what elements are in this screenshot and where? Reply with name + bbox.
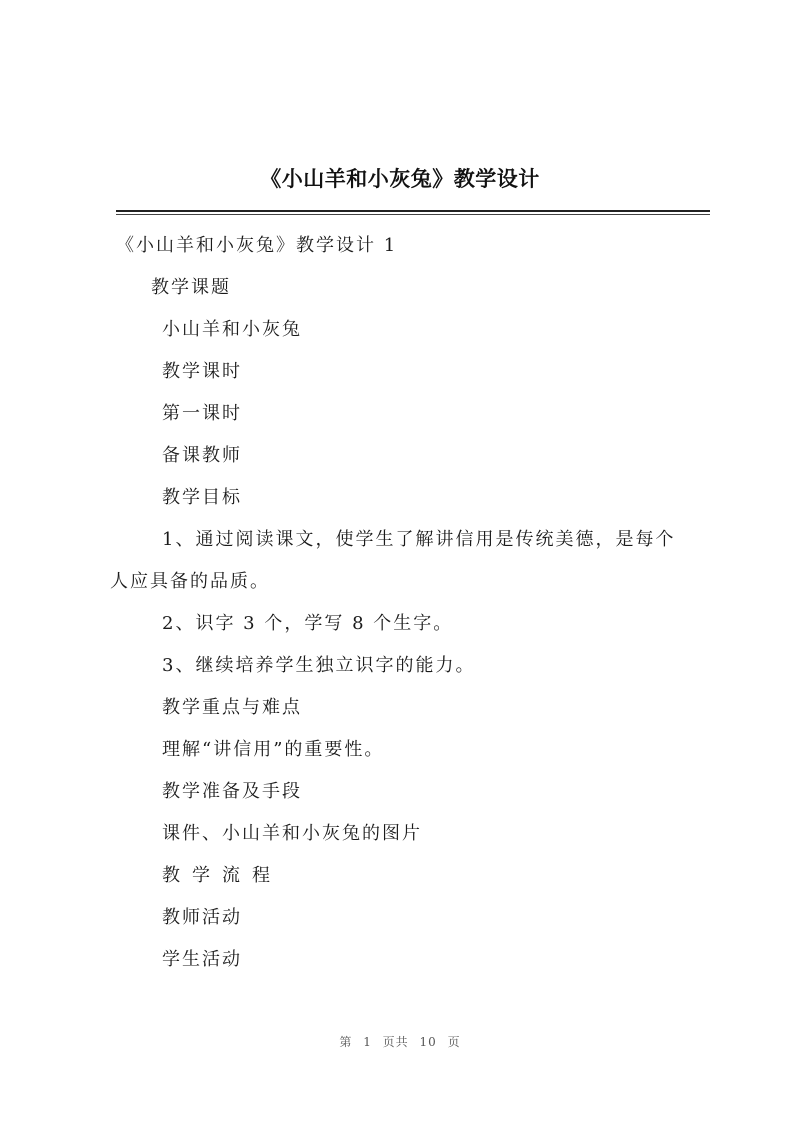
label-objectives: 教学目标 (162, 487, 242, 508)
label-teacher-activity: 教师活动 (162, 907, 242, 928)
label-key-points: 教学重点与难点 (162, 697, 302, 718)
label-teaching-topic: 教学课题 (151, 277, 231, 298)
section-heading: 《小山羊和小灰兔》教学设计 1 (116, 235, 398, 256)
value-preparation: 课件、小山羊和小灰兔的图片 (162, 823, 422, 844)
value-key-points: 理解“讲信用”的重要性。 (162, 739, 385, 760)
label-teaching-process: 教学流程 (162, 865, 282, 886)
label-preparation: 教学准备及手段 (162, 781, 302, 802)
objective-2: 2、识字 3 个，学写 8 个生字。 (162, 613, 454, 634)
label-class-hours: 教学课时 (162, 361, 242, 382)
page-footer: 第 1 页共 10 页 (339, 1035, 461, 1049)
objective-1-line-1: 1、通过阅读课文，使学生了解讲信用是传统美德，是每个 (162, 529, 676, 550)
title-divider (116, 210, 710, 212)
value-teaching-topic: 小山羊和小灰兔 (162, 319, 302, 340)
title-divider-thin (116, 214, 710, 215)
document-title: 《小山羊和小灰兔》教学设计 (260, 167, 540, 191)
value-class-hours: 第一课时 (162, 403, 242, 424)
label-student-activity: 学生活动 (162, 949, 242, 970)
objective-3: 3、继续培养学生独立识字的能力。 (162, 655, 476, 676)
label-teacher: 备课教师 (162, 445, 242, 466)
objective-1-line-2: 人应具备的品质。 (110, 571, 270, 592)
